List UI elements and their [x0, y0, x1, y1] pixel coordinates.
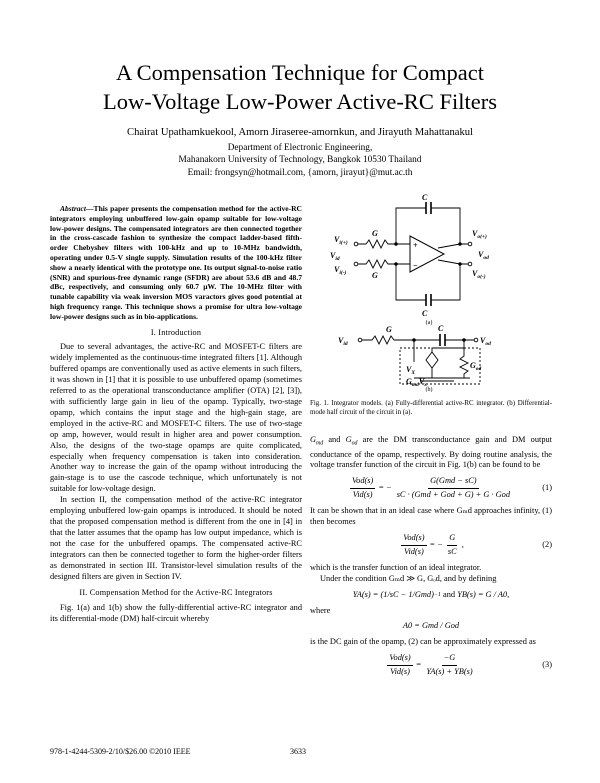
affiliation — [20, 142, 580, 179]
label-G-bottom: G — [372, 271, 378, 280]
footer-page-number: 3633 — [290, 747, 306, 756]
label-vi-plus: $V_{i(+)}$ — [334, 235, 348, 246]
label-C-bottom: C — [422, 309, 428, 318]
label-vod-a: $V_{od}$ — [478, 250, 489, 261]
title-line-1: A Compensation Technique for Compact — [116, 60, 484, 85]
label-god: $G_{od}$ — [470, 361, 482, 372]
abstract-label: Abstract — [60, 204, 86, 213]
figure-integrator-models — [310, 192, 552, 392]
right-paragraph-2: It can be shown that in an ideal case where Gₘd approaches infinity, (1) then becomes — [310, 506, 552, 527]
abstract-text: —This paper presents the compensation method for the active-RC integrators employing unbuffered low-gain opamp suitable for low-voltage low-power designs. The compensated integrators are then connected together in the cross-cascade fashion to synthesize the compact ladder-based fifth-order Chebyshev filters with 100-kHz and up to 10-MHz bandwidth, operating under 0.5-V single supply. Simulation results of the 100-kHz filter show a nearly identical with the prototype one. Its output signal-to-noise ratio (SNR) and spurious-free dynamic range (SFDR) are about 53.6 dB and 48.7 dBc, respectively, and consuming only 60.7 μW. The 10-MHz filter with tunable capability via weak inversion MOS varactors gives good potential at high frequency range. This technique shows a promise for ultra low-voltage low-power designs such as in bio-applications. — [50, 204, 302, 321]
label-gm-vx: $G_{md}V_x$ — [406, 377, 427, 388]
right-paragraph-3: which is the transfer function of an ideal integrator. — [310, 562, 482, 572]
label-C-b: C — [438, 324, 444, 333]
label-vi-minus: $V_{i(-)}$ — [334, 265, 347, 276]
compensation-paragraph-1: Fig. 1(a) and 1(b) show the fully-differential active-RC integrator and its differential-mode (DM) half-circuit whereby — [50, 603, 302, 624]
right-paragraph-4: Under the condition Gₘd ≫ G, Gₒd, and by defining — [320, 573, 497, 583]
label-vx: $V_X$ — [406, 365, 416, 376]
figure-label-a: (a) — [425, 320, 433, 326]
right-paragraph-1: $G_{md}$ and $G_{od}$ are the DM transconductance gain and DM output conductance of the opamp, respectively. By doing routine analysis, the voltage transfer function of the circuit in Fig. 1(b) can be found to be — [310, 435, 552, 470]
label-C-top: C — [422, 193, 428, 202]
gmd-symbol: G — [310, 435, 317, 444]
equation-1: $\frac{\text{Vod(s)}}{\text{Vid(s)}}$ = − $\frac{\text{G(Gmd − sC)}}{\text{sC · (Gmd + God + G) + G · God}}$ (1) — [352, 476, 552, 500]
equation-YA-YB: YA(s) = (1/sC − 1/Gmd) −1 and YB(s) = G / A0, — [352, 589, 510, 599]
figure-caption: Fig. 1. Integrator models. (a) Fully-differential active-RC integrator. (b) Differential-mode half circuit of the circuit in (a). — [310, 400, 552, 416]
right-paragraph-6: is the DC gain of the opamp, (2) can be approximately expressed as — [310, 637, 536, 647]
right-paragraph-5: where — [310, 605, 331, 615]
affiliation-univ: Mahanakorn University of Technology, Bangkok 10530 Thailand — [178, 155, 422, 166]
label-opamp-minus-in: − — [413, 261, 418, 270]
label-vo-minus: $V_{o(-)}$ — [472, 269, 486, 280]
intro-paragraph-1: Due to several advantages, the active-RC and MOSFET-C filters are widely implemented as the continuous-time integrated filters [1]. Although buffered opamps are conventionally used as active elements in such filters, it was shown in [1] that it is possible to use unbuffered opamp (sometimes referred to as the operational transconductance amplifier (OTA) [2], [3]), with sufficiently large gain in lieu of the opamp. Typically, two-stage opamp, which contains the input stage and the high-gain stage, are employed in the active-RC and MOSFET-C filters. The use of two-stage op amp, however, would result in higher area and power consumption. Also, the designs of the two-stage opamps are quite complicated, especially when frequency compensation is taken into consideration. Another way to increase the gain of the opamp without introducing the gain-stage is to use the cascode technique, which unfortunately is not suitable for low-voltage design. — [50, 342, 302, 494]
author-list: Chairat Upathamkuekool, Amorn Jiraseree-amornkun, and Jirayuth Mahattanakul — [127, 127, 473, 138]
affiliation-dept: Department of Electronic Engineering, — [227, 143, 373, 153]
label-G-top: G — [372, 229, 378, 238]
label-opamp-plus-in: + — [413, 241, 418, 250]
label-vo-plus: $V_{o(+)}$ — [472, 229, 487, 240]
section-heading-introduction: I. Introduction — [150, 327, 202, 337]
label-G-b: G — [386, 325, 392, 334]
intro-paragraph-2: In section II, the compensation method of the active-RC integrator employing unbuffered low-gain opamps is introduced. It should be noted that the proposed compensation method is different from the one in [4] in that the latter assumes that the opamp has low output impedance, which is not the case for the unbuffered opamps. The compensated active-RC integrators can then be connected together to form the higher-order filters as demonstrated in section III. Transistor-level simulation results of the designed filters are given in Section IV. — [50, 495, 302, 581]
affiliation-email: Email: frongsyn@hotmail.com, {amorn, jirayut}@mut.ac.th — [187, 167, 413, 178]
right-column — [310, 399, 552, 683]
title-line-2: Low-Voltage Low-Power Active-RC Filters — [103, 89, 497, 114]
label-vid-b: $V_{id}$ — [338, 336, 348, 347]
figure-label-b: (b) — [425, 387, 433, 392]
paper-title — [20, 58, 580, 116]
abstract — [50, 204, 302, 322]
equation-A0: A0 = Gmd / God — [402, 621, 460, 631]
label-vod-b: $V_{od}$ — [480, 336, 491, 347]
equation-2: $\frac{\text{Vod(s)}}{\text{Vid(s)}}$ = − $\frac{G}{sC}$ , (2) — [403, 533, 552, 556]
footer-isbn: 978-1-4244-5309-2/10/$26.00 ©2010 IEEE — [50, 747, 191, 756]
label-vid-a: $V_{id}$ — [330, 251, 340, 262]
equation-3: $\frac{\text{Vod(s)}}{\text{Vid(s)}}$ = $\frac{-G}{YA(s) + YB(s)}$ (3) — [389, 653, 552, 677]
left-column — [50, 204, 302, 625]
figure-a-fully-differential-integrator — [354, 202, 472, 306]
section-heading-compensation: II. Compensation Method for the Active-RC Integrators — [79, 588, 273, 598]
